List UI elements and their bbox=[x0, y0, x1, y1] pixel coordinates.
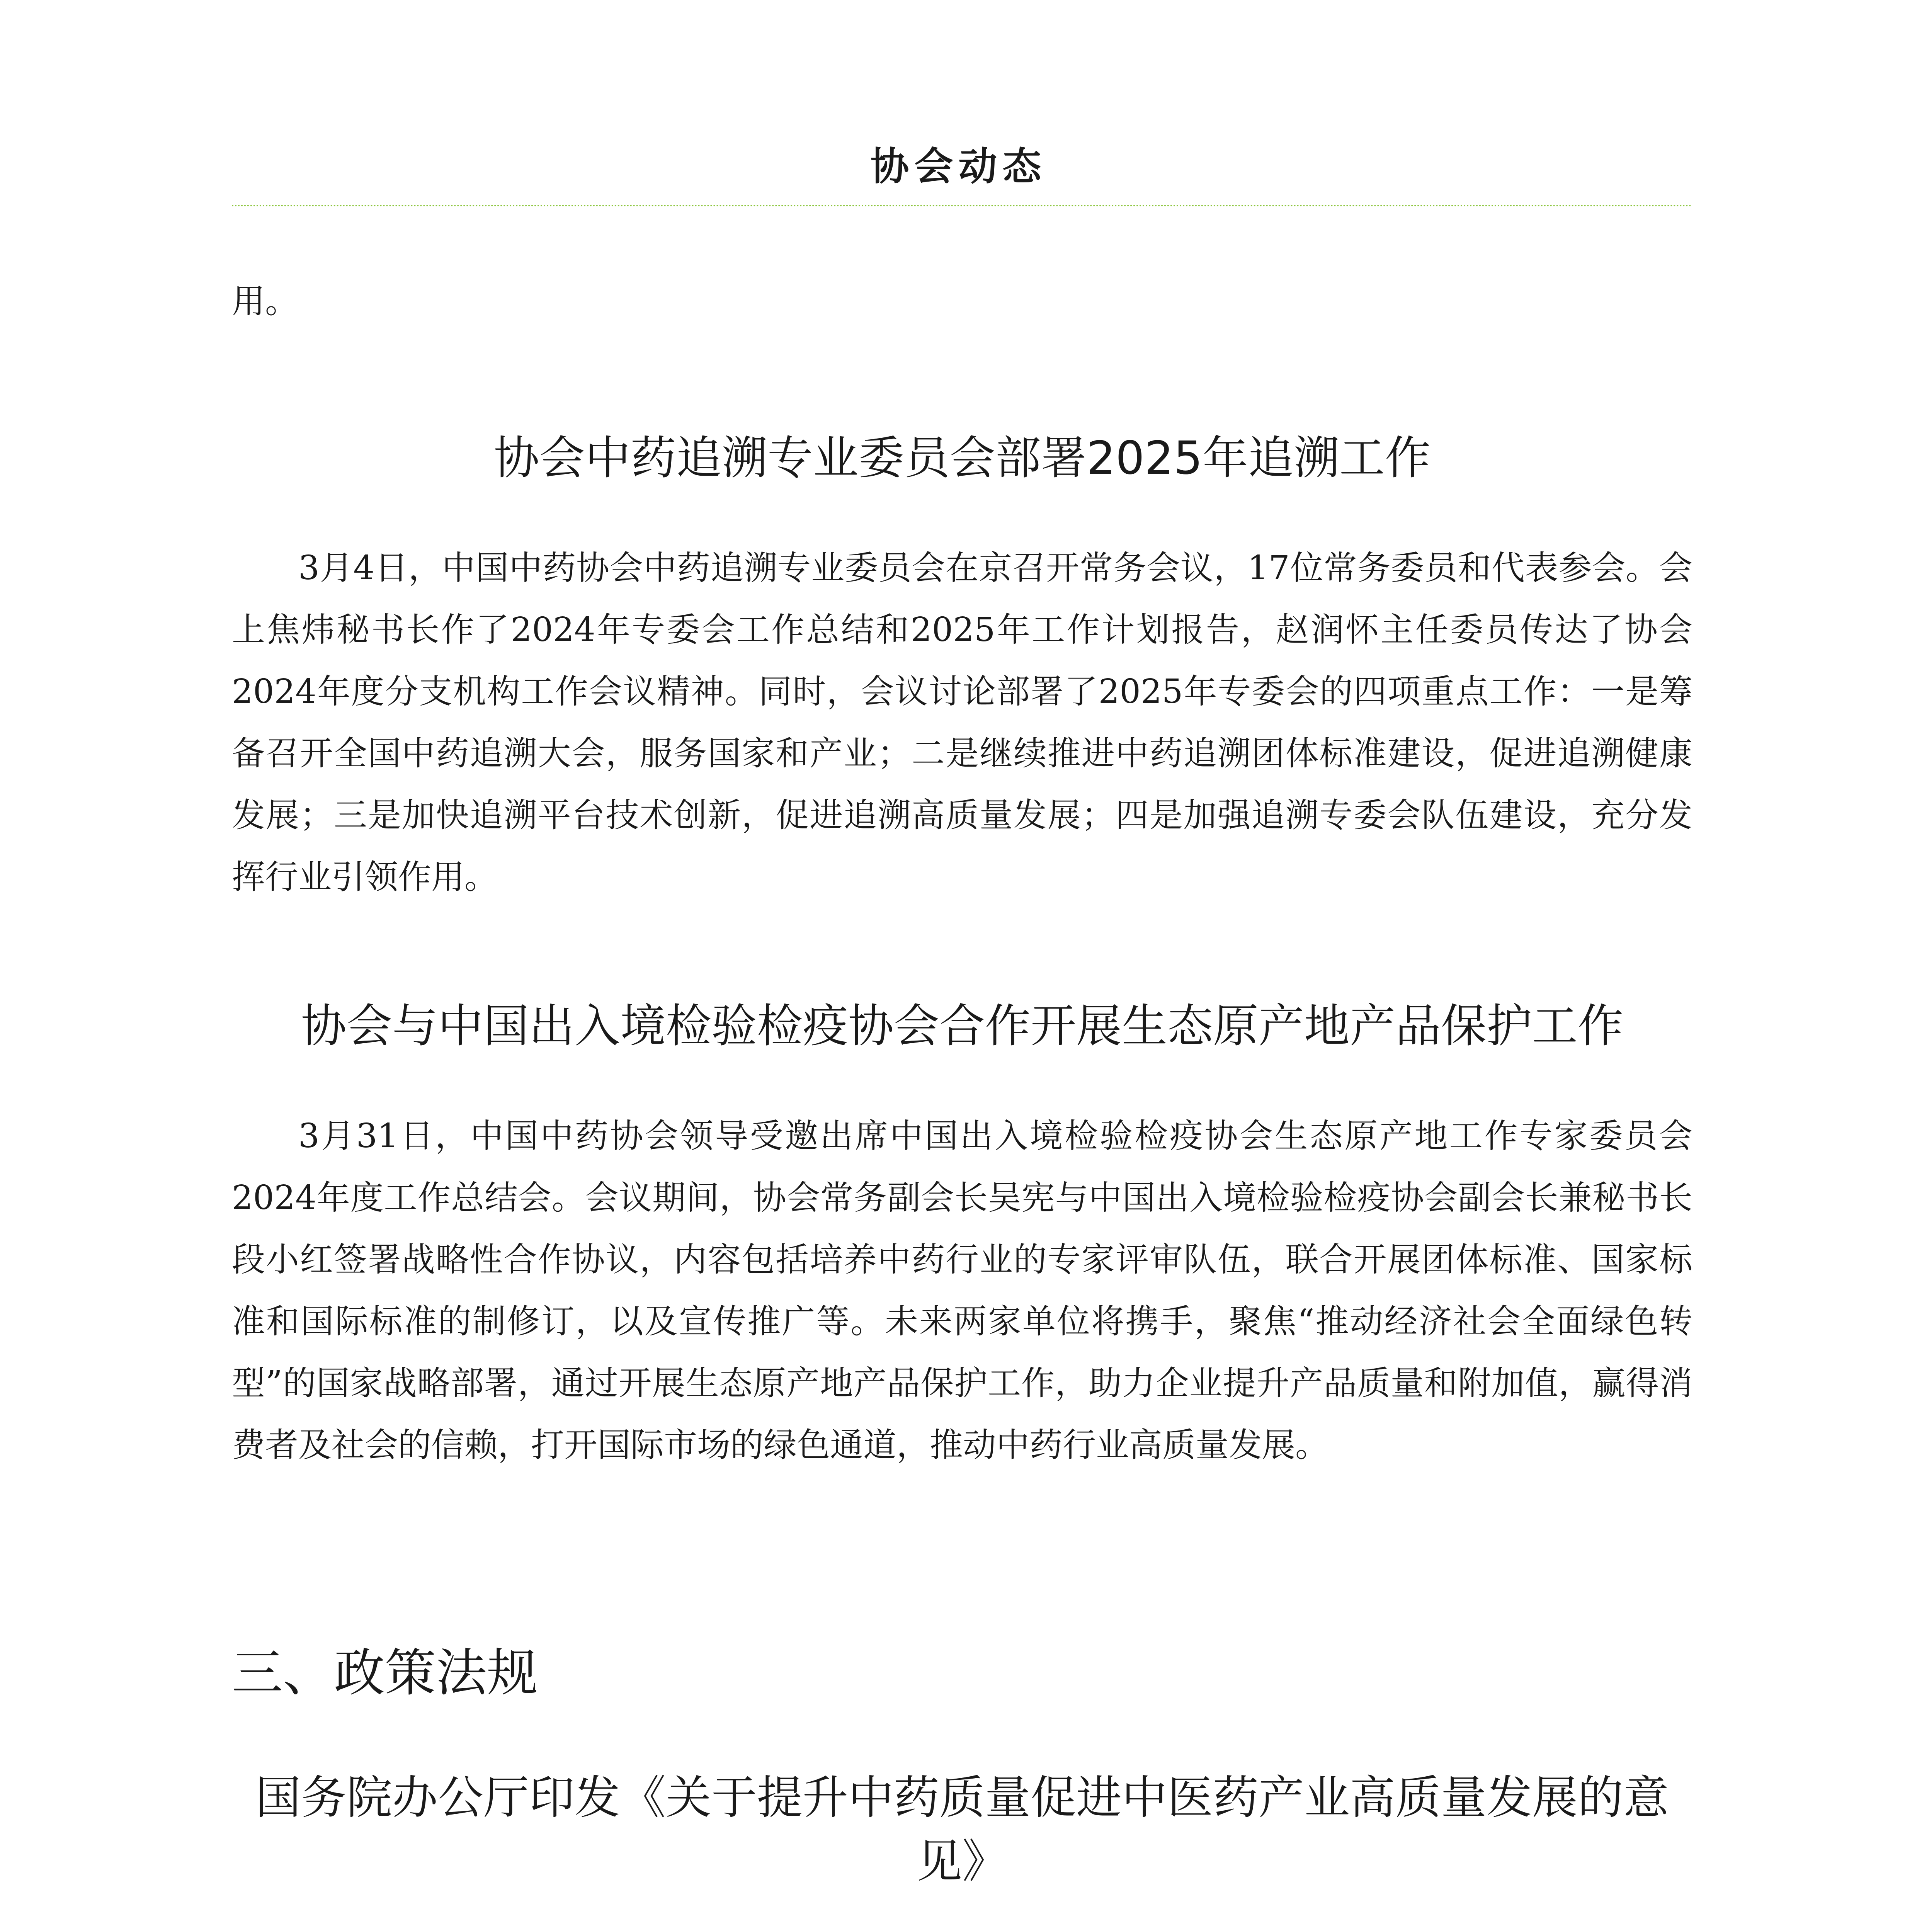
news-heading-traceability: 协会中药追溯专业委员会部署2025年追溯工作 bbox=[493, 431, 1431, 485]
news-heading-eco-origin: 协会与中国出入境检验检疫协会合作开展生态原产地产品保护工作 bbox=[301, 999, 1623, 1053]
policy-heading-tcm-quality: 国务院办公厅印发《关于提升中药质量促进中医药产业高质量发展的意见》 bbox=[255, 1771, 1669, 1888]
header-divider bbox=[232, 205, 1692, 206]
page-content bbox=[232, 270, 1692, 1932]
continued-paragraph: 用。 bbox=[232, 282, 298, 321]
running-header-title: 协会动态 bbox=[870, 143, 1047, 189]
news-body-eco-origin: 3月31日，中国中药协会领导受邀出席中国出入境检验检疫协会生态原产地工作专家委员会2024年度工作总结会。会议期间，协会常务副会长吴宪与中国出入境检验检疫协会副会长兼秘书长段小红签署战略性合作协议，内容包括培养中药行业的专家评审队伍，联合开展团体标准、国家标准和国际标准的制修订，以及宣传推广等。未来两家单位将携手，聚焦“推动经济社会全面绿色转型”的国家战略部署，通过开展生态原产地产品保护工作，助力企业提升产品质量和附加值，赢得消费者及社会的信赖，打开国际市场的绿色通道，推动中药行业高质量发展。 bbox=[232, 1117, 1692, 1464]
section-heading-policy: 三、政策法规 bbox=[232, 1643, 538, 1703]
news-body-traceability: 3月4日，中国中药协会中药追溯专业委员会在京召开常务会议，17位常务委员和代表参会。会上焦炜秘书长作了2024年专委会工作总结和2025年工作计划报告，赵润怀主任委员传达了协会2024年度分支机构工作会议精神。同时，会议讨论部署了2025年专委会的四项重点工作：一是筹备召开全国中药追溯大会，服务国家和产业；二是继续推进中药追溯团体标准建设，促进追溯健康发展；三是加快追溯平台技术创新，促进追溯高质量发展；四是加强追溯专委会队伍建设，充分发挥行业引领作用。 bbox=[232, 549, 1692, 896]
